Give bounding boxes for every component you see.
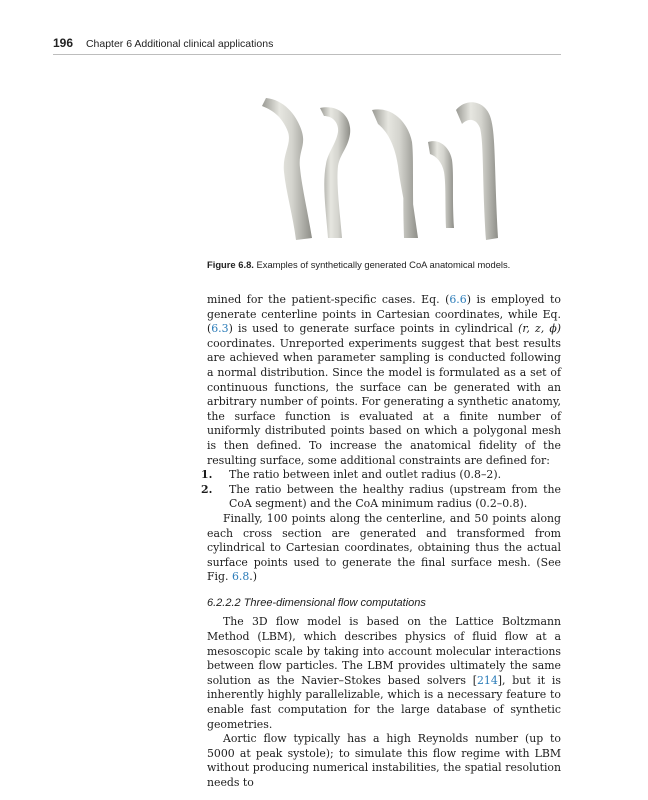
vessel-model-4 [428, 141, 454, 228]
p3-text-b: ], but it is inherently highly parallelizable, which is a necessary feature to enable fast computation for the large database of synthetic geometries. [207, 673, 561, 731]
paragraph-2 [207, 512, 561, 585]
constraint-list [201, 468, 561, 512]
vessel-model-2 [320, 107, 350, 238]
p1-text-b: ) is employed to generate centerline points in Cartesian coordinates, while Eq. ( [207, 293, 561, 336]
list-number: 2. [201, 482, 213, 496]
caption-text: Examples of synthetically generated CoA anatomical models. [256, 259, 511, 270]
paragraph-3 [207, 615, 561, 732]
running-header [53, 36, 561, 55]
vessel-model-5 [456, 102, 498, 240]
paragraph-1 [207, 293, 561, 468]
body-text [201, 293, 561, 791]
coa-models-figure [200, 88, 520, 248]
figure-link-6-8[interactable]: 6.8 [231, 570, 250, 584]
p3-text-a: The 3D flow model is based on the Lattice Boltzmann Method (LBM), which describes physics of fluid flow at a mesoscopic scale by taking into account molecular interactions between flow particles. The LBM provides ultimately the same solution as the Navier–Stokes based solvers [ [207, 615, 561, 687]
list-item [201, 468, 561, 483]
citation-link-214[interactable]: 214 [476, 673, 498, 687]
list-text: The ratio between inlet and outlet radius (0.8–2). [229, 468, 502, 482]
page-number: 196 [53, 36, 74, 50]
list-number: 1. [201, 468, 213, 482]
vessel-model-1 [262, 98, 312, 240]
p2-text-b: .) [249, 570, 257, 584]
p1-text-d: coordinates. Unreported experiments suggest that best results are achieved when parameter sampling is conducted following a normal distribution. Since the model is formulated as a set of continuous functions, the surface can be generated with an arbitrary number of points. For generating a synthetic anatomy, the surface function is evaluated at a finite number of uniformly distributed points based on which a polygonal mesh is then defined. To increase the anatomical fidelity of the resulting surface, some additional constraints are defined for: [207, 336, 561, 467]
p2-text-a: Finally, 100 points along the centerline, and 50 points along each cross section are generated and transformed from cylindrical to Cartesian coordinates, obtaining thus the actual surface points used to generate the final surface mesh. (See Fig. [207, 511, 561, 584]
section-heading: 6.2.2.2 Three-dimensional flow computations [207, 596, 426, 609]
list-item [201, 482, 561, 512]
cylindrical-coordinates: (r, z, ϕ) [518, 322, 561, 336]
list-text: The ratio between the healthy radius (upstream from the CoA segment) and the CoA minimum radius (0.2–0.8). [229, 482, 561, 511]
equation-link-6-3[interactable]: 6.3 [211, 322, 229, 336]
figure-caption [207, 259, 567, 270]
equation-link-6-6[interactable]: 6.6 [449, 293, 467, 306]
caption-label: Figure 6.8. [207, 259, 254, 270]
vessel-model-3 [372, 109, 418, 238]
p1-text-a: mined for the patient-specific cases. Eq. ( [207, 293, 450, 306]
running-title: Chapter 6 Additional clinical applications [85, 38, 274, 50]
p1-text-c: ) is used to generate surface points in cylindrical [228, 322, 519, 336]
paragraph-4: Aortic flow typically has a high Reynolds number (up to 5000 at peak systole); to simulate this flow regime with LBM without producing numerical instabilities, the spatial resolution needs to [207, 732, 561, 789]
